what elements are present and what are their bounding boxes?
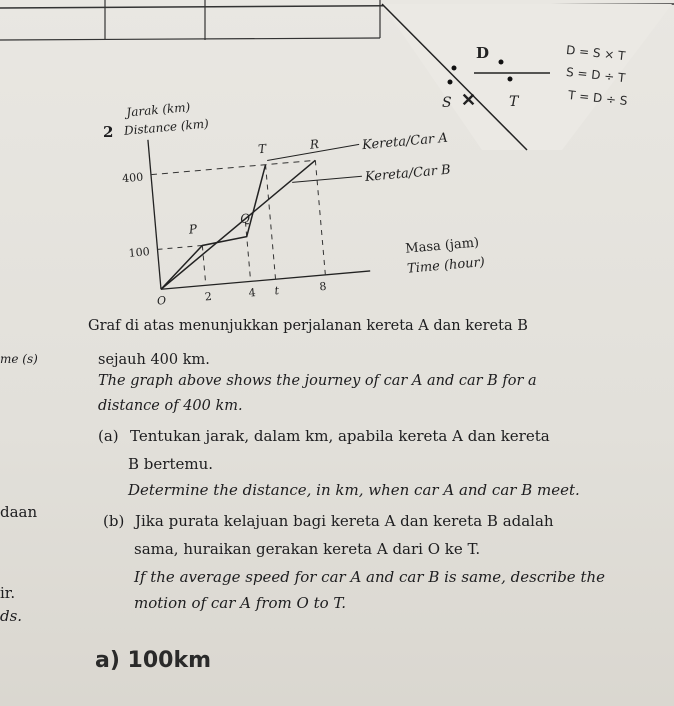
y-label-en: Distance (km) [123, 116, 210, 138]
point-r: R [309, 136, 320, 152]
distance-time-graph [110, 71, 547, 317]
part-a-label: (a) [98, 427, 119, 445]
margin-text-me-s: me (s) [0, 352, 38, 366]
guide-400 [151, 160, 315, 174]
intro-en-line-2: distance of 400 km. [98, 398, 243, 414]
y-label-ms: Jarak (km) [125, 100, 191, 120]
part-b-en-line-2: motion of car A from O to T. [134, 594, 346, 612]
handwritten-answer: a) 100km [95, 648, 212, 673]
legend-b-pointer [292, 176, 362, 182]
point-t: T [257, 141, 267, 157]
formula-note-3: T = D ÷ S [567, 87, 629, 109]
y-tick-100: 100 [128, 245, 151, 260]
part-b-label: (b) [103, 512, 125, 530]
x-tick-t: t [273, 283, 280, 298]
legend-car-b: Kereta/Car B [364, 162, 452, 186]
dot-icon [499, 60, 504, 65]
y-tick-400: 400 [121, 170, 144, 186]
formula-d: D [476, 44, 490, 62]
part-b-en-line-1: If the average speed for car A and car B is same, describe the [134, 568, 606, 586]
car-a-line [151, 165, 276, 290]
margin-text-ds: ds. [0, 607, 23, 625]
x-tick-8: 8 [318, 279, 327, 294]
guide-r [315, 160, 325, 275]
part-a-ms-line-1: Tentukan jarak, dalam km, apabila kereta A dan kereta [130, 427, 550, 445]
intro-ms-line-2: sejauh 400 km. [98, 352, 210, 368]
intro-en-line-1: The graph above shows the journey of car A and car B for a [98, 373, 537, 389]
margin-text-ir: ir. [0, 584, 16, 602]
part-a-ms-line-2: B bertemu. [128, 455, 213, 473]
x-label-ms: Masa (jam) [404, 235, 480, 257]
part-b-ms-line-1: Jika purata kelajuan bagi kereta A dan kereta B adalah [135, 512, 554, 530]
guide-t [266, 165, 276, 280]
multiply-icon: ✕ [461, 90, 477, 111]
point-q: Q [239, 211, 251, 227]
y-axis [148, 140, 161, 289]
x-label-en: Time (hour) [406, 254, 486, 277]
dot-icon [452, 66, 457, 71]
x-tick-2: 2 [204, 289, 213, 304]
x-tick-4: 4 [248, 286, 257, 300]
question-number: 2 [103, 123, 114, 141]
guide-100 [158, 245, 203, 249]
point-p: P [188, 221, 198, 237]
formula-note-2: S = D ÷ T [565, 64, 627, 86]
formula-s: S [442, 95, 452, 111]
x-axis [161, 271, 370, 289]
intro-ms-line-1: Graf di atas menunjukkan perjalanan kereta A dan kereta B [88, 318, 528, 334]
formula-t: T [509, 94, 519, 110]
car-b-line [151, 160, 325, 289]
legend-car-a: Kereta/Car A [361, 130, 449, 154]
formula-note-1: D = S × T [565, 42, 627, 64]
margin-text-daan: daan [0, 503, 38, 521]
part-a-en: Determine the distance, in km, when car A and car B meet. [128, 481, 580, 499]
part-b-ms-line-2: sama, huraikan gerakan kereta A dari O ke T. [134, 540, 481, 558]
origin-label: O [156, 293, 167, 308]
